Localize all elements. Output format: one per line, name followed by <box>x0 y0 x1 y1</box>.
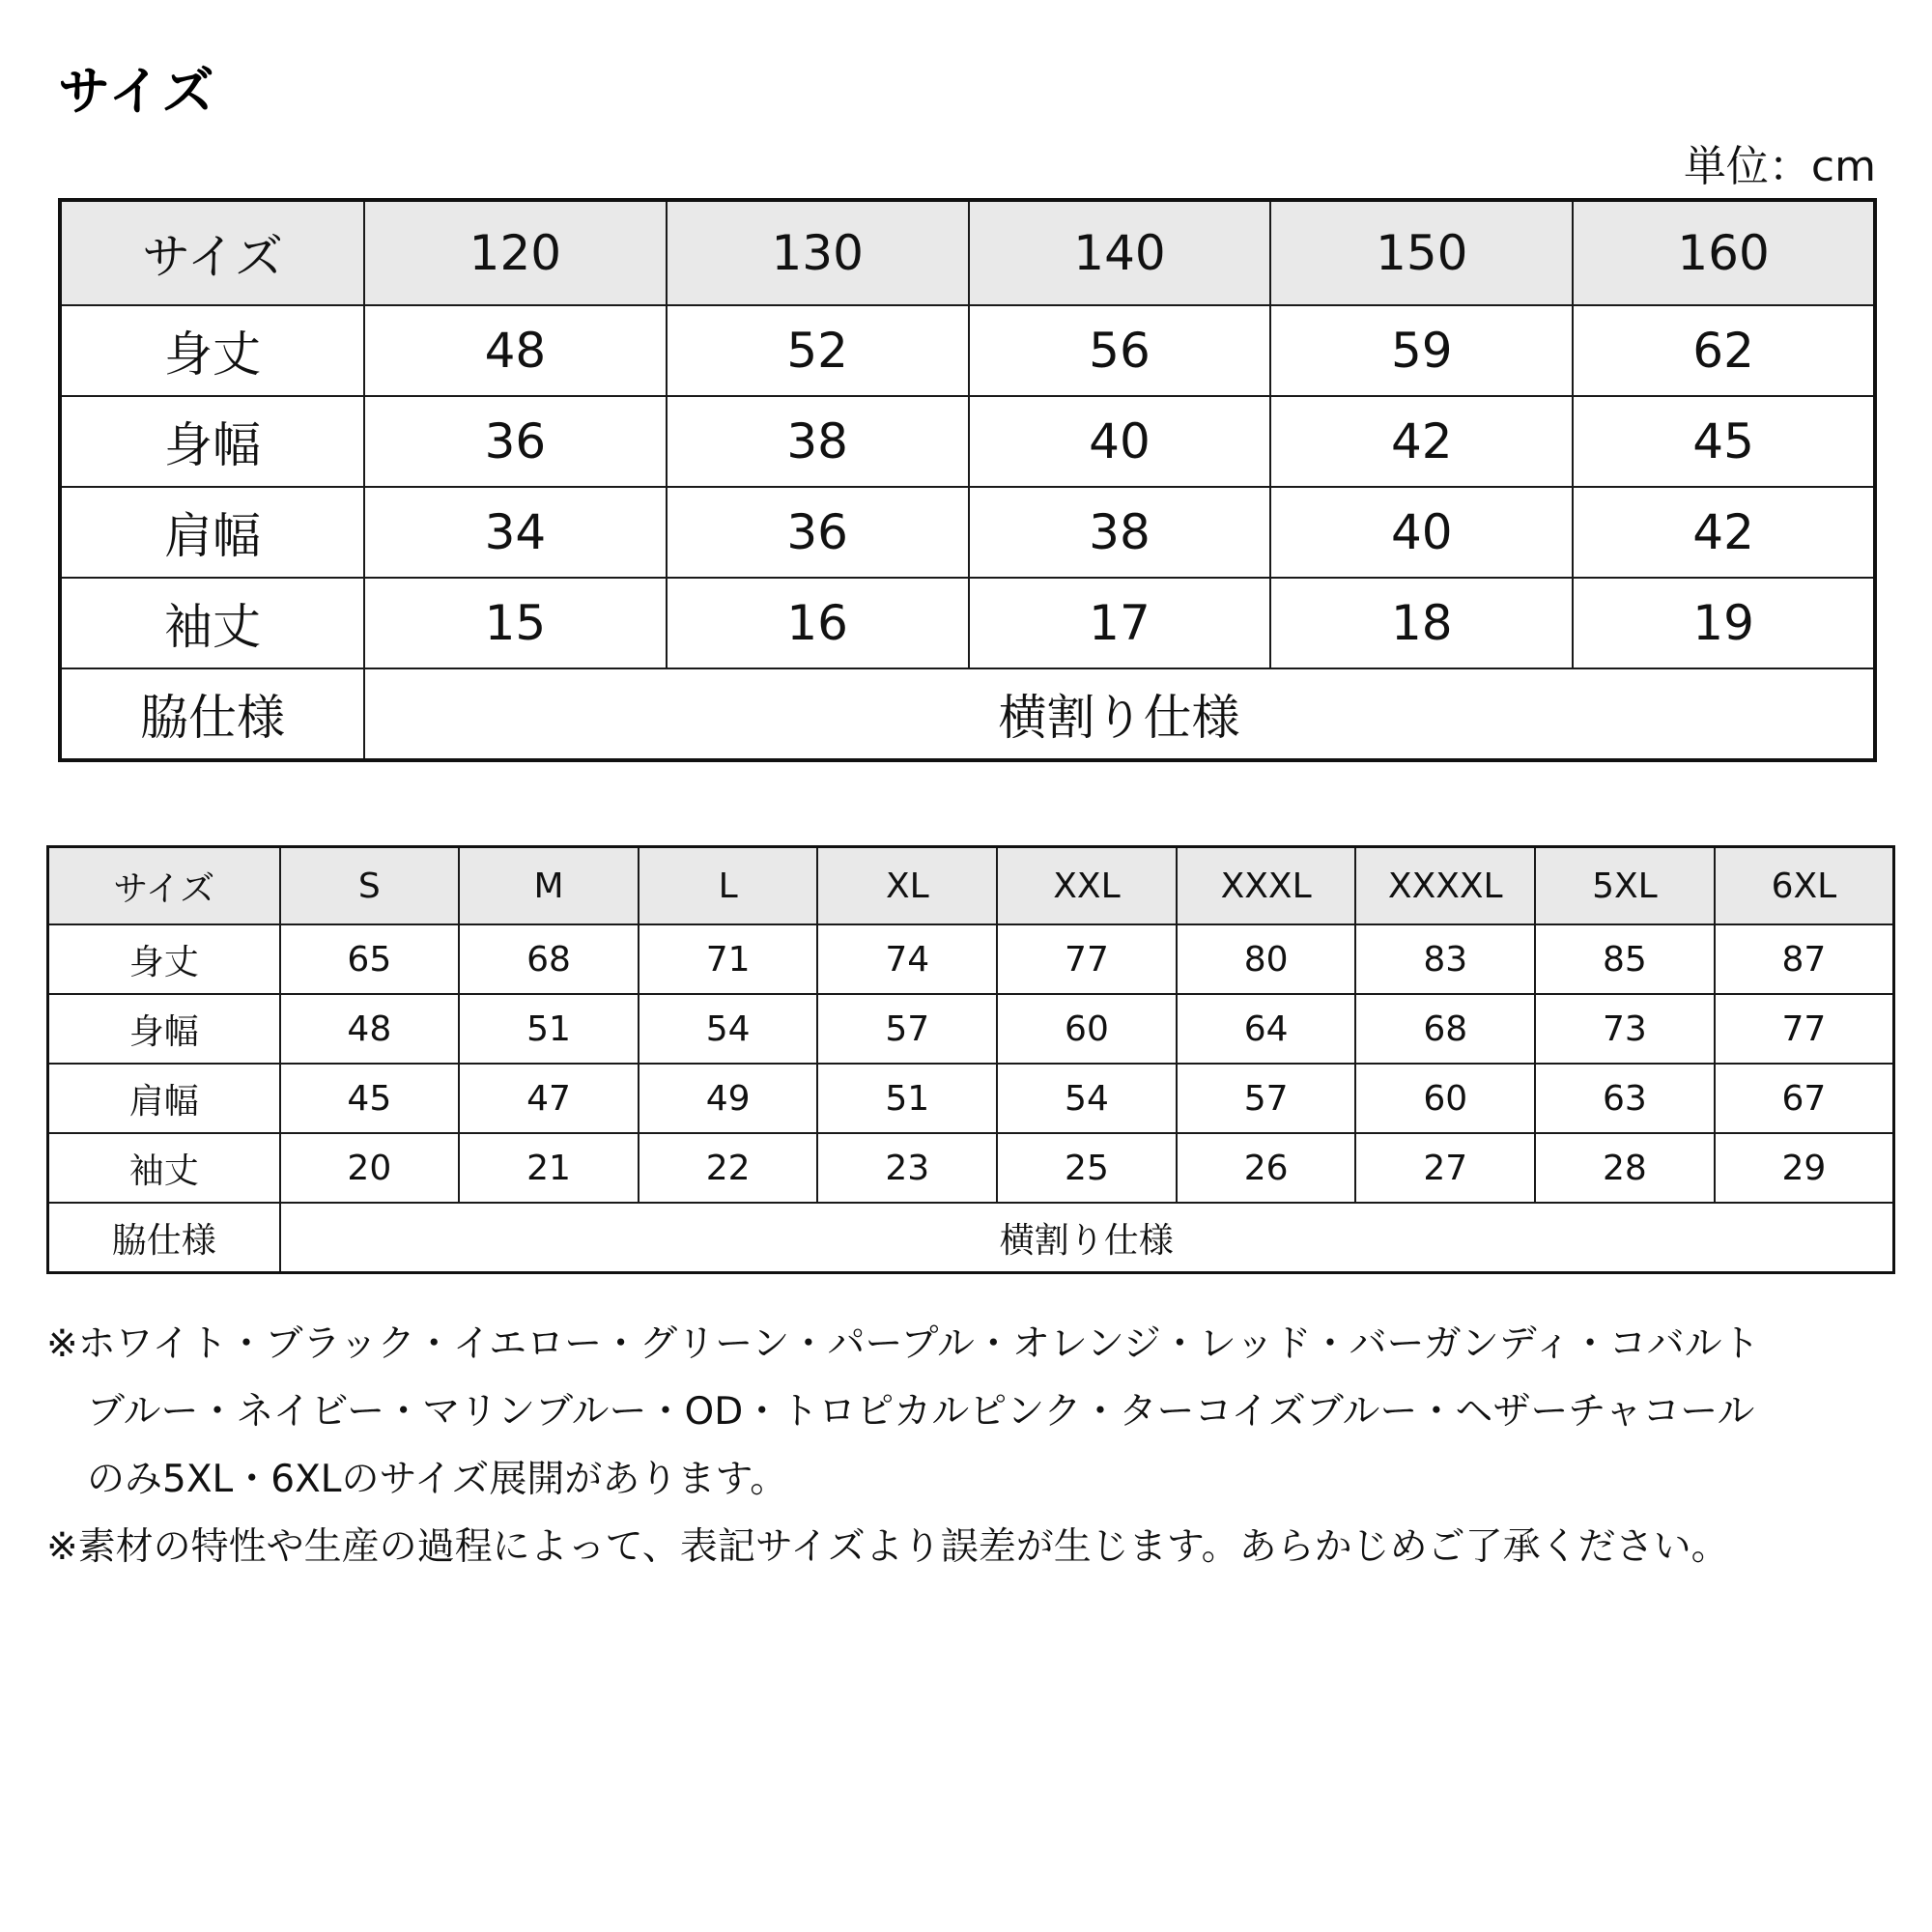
cell-value: 83 <box>1355 924 1535 994</box>
kids-size-table <box>58 198 1877 762</box>
cell-value: 29 <box>1715 1133 1894 1203</box>
unit-label: 単位：cm <box>1683 142 1876 191</box>
note-color-availability-line1: ※ホワイト・ブラック・イエロー・グリーン・パープル・オレンジ・レッド・バーガンディ・コバルト <box>46 1322 1760 1366</box>
table-row <box>48 924 1894 994</box>
table-header-row <box>60 200 1875 305</box>
table-row <box>60 305 1875 396</box>
row-label: 身幅 <box>48 994 280 1064</box>
cell-value: 67 <box>1715 1064 1894 1133</box>
cell-value: 28 <box>1535 1133 1715 1203</box>
cell-value: 16 <box>667 578 969 668</box>
cell-value: 64 <box>1177 994 1356 1064</box>
cell-value: 26 <box>1177 1133 1356 1203</box>
cell-value: 57 <box>1177 1064 1356 1133</box>
table-row <box>48 1133 1894 1203</box>
cell-value: 73 <box>1535 994 1715 1064</box>
table-row <box>60 578 1875 668</box>
cell-value: 85 <box>1535 924 1715 994</box>
row-label: 身幅 <box>60 396 364 487</box>
size-header: XXXXL <box>1355 847 1535 925</box>
size-header: L <box>639 847 818 925</box>
row-label: 脇仕様 <box>60 668 364 760</box>
table-row <box>48 994 1894 1064</box>
size-header: 130 <box>667 200 969 305</box>
cell-value: 22 <box>639 1133 818 1203</box>
cell-value: 38 <box>969 487 1271 578</box>
cell-value: 47 <box>459 1064 639 1133</box>
cell-value: 19 <box>1573 578 1875 668</box>
cell-value: 40 <box>969 396 1271 487</box>
cell-value: 71 <box>639 924 818 994</box>
note-color-availability-line3: のみ5XL・6XLのサイズ展開があります。 <box>87 1458 788 1501</box>
header-label: サイズ <box>60 200 364 305</box>
cell-value: 51 <box>817 1064 997 1133</box>
row-label: 袖丈 <box>60 578 364 668</box>
cell-value: 52 <box>667 305 969 396</box>
adult-size-table <box>46 845 1895 1274</box>
cell-value: 20 <box>280 1133 460 1203</box>
header-label: サイズ <box>48 847 280 925</box>
cell-value: 60 <box>997 994 1177 1064</box>
cell-value: 45 <box>1573 396 1875 487</box>
cell-value: 60 <box>1355 1064 1535 1133</box>
cell-value: 62 <box>1573 305 1875 396</box>
cell-value: 40 <box>1270 487 1573 578</box>
size-header: 160 <box>1573 200 1875 305</box>
row-label: 身丈 <box>48 924 280 994</box>
cell-value: 77 <box>997 924 1177 994</box>
cell-value: 42 <box>1573 487 1875 578</box>
size-header: 120 <box>364 200 667 305</box>
note-color-availability-line2: ブルー・ネイビー・マリンブルー・OD・トロピカルピンク・ターコイズブルー・ヘザーチャコール <box>87 1390 1755 1434</box>
cell-value: 65 <box>280 924 460 994</box>
cell-value: 68 <box>459 924 639 994</box>
cell-value: 48 <box>280 994 460 1064</box>
size-header: 5XL <box>1535 847 1715 925</box>
cell-value: 54 <box>639 994 818 1064</box>
table-header-row <box>48 847 1894 925</box>
cell-value: 48 <box>364 305 667 396</box>
row-label: 肩幅 <box>60 487 364 578</box>
size-header: XXL <box>997 847 1177 925</box>
table-row <box>48 1064 1894 1133</box>
cell-value: 25 <box>997 1133 1177 1203</box>
cell-value: 36 <box>667 487 969 578</box>
cell-value: 54 <box>997 1064 1177 1133</box>
cell-value: 45 <box>280 1064 460 1133</box>
table-row <box>60 396 1875 487</box>
size-header: XXXL <box>1177 847 1356 925</box>
size-header: M <box>459 847 639 925</box>
size-header: XL <box>817 847 997 925</box>
cell-value: 74 <box>817 924 997 994</box>
cell-value: 51 <box>459 994 639 1064</box>
cell-value: 59 <box>1270 305 1573 396</box>
size-header: 150 <box>1270 200 1573 305</box>
table-row <box>60 487 1875 578</box>
size-header: 140 <box>969 200 1271 305</box>
size-header: 6XL <box>1715 847 1894 925</box>
cell-value: 56 <box>969 305 1271 396</box>
cell-value: 68 <box>1355 994 1535 1064</box>
cell-value: 36 <box>364 396 667 487</box>
size-header: S <box>280 847 460 925</box>
page-title: サイズ <box>58 61 216 122</box>
side-spec-row <box>48 1203 1894 1273</box>
cell-value: 21 <box>459 1133 639 1203</box>
side-spec-value: 横割り仕様 <box>280 1203 1894 1273</box>
notes-section <box>46 1311 1911 1581</box>
cell-value: 27 <box>1355 1133 1535 1203</box>
cell-value: 34 <box>364 487 667 578</box>
side-spec-row <box>60 668 1875 760</box>
row-label: 袖丈 <box>48 1133 280 1203</box>
cell-value: 15 <box>364 578 667 668</box>
row-label: 身丈 <box>60 305 364 396</box>
cell-value: 49 <box>639 1064 818 1133</box>
side-spec-value: 横割り仕様 <box>364 668 1875 760</box>
note-size-tolerance: ※素材の特性や生産の過程によって、表記サイズより誤差が生じます。あらかじめご了承ください。 <box>46 1525 1729 1569</box>
cell-value: 80 <box>1177 924 1356 994</box>
cell-value: 77 <box>1715 994 1894 1064</box>
cell-value: 18 <box>1270 578 1573 668</box>
cell-value: 57 <box>817 994 997 1064</box>
cell-value: 63 <box>1535 1064 1715 1133</box>
cell-value: 42 <box>1270 396 1573 487</box>
cell-value: 38 <box>667 396 969 487</box>
cell-value: 87 <box>1715 924 1894 994</box>
cell-value: 17 <box>969 578 1271 668</box>
row-label: 肩幅 <box>48 1064 280 1133</box>
row-label: 脇仕様 <box>48 1203 280 1273</box>
cell-value: 23 <box>817 1133 997 1203</box>
